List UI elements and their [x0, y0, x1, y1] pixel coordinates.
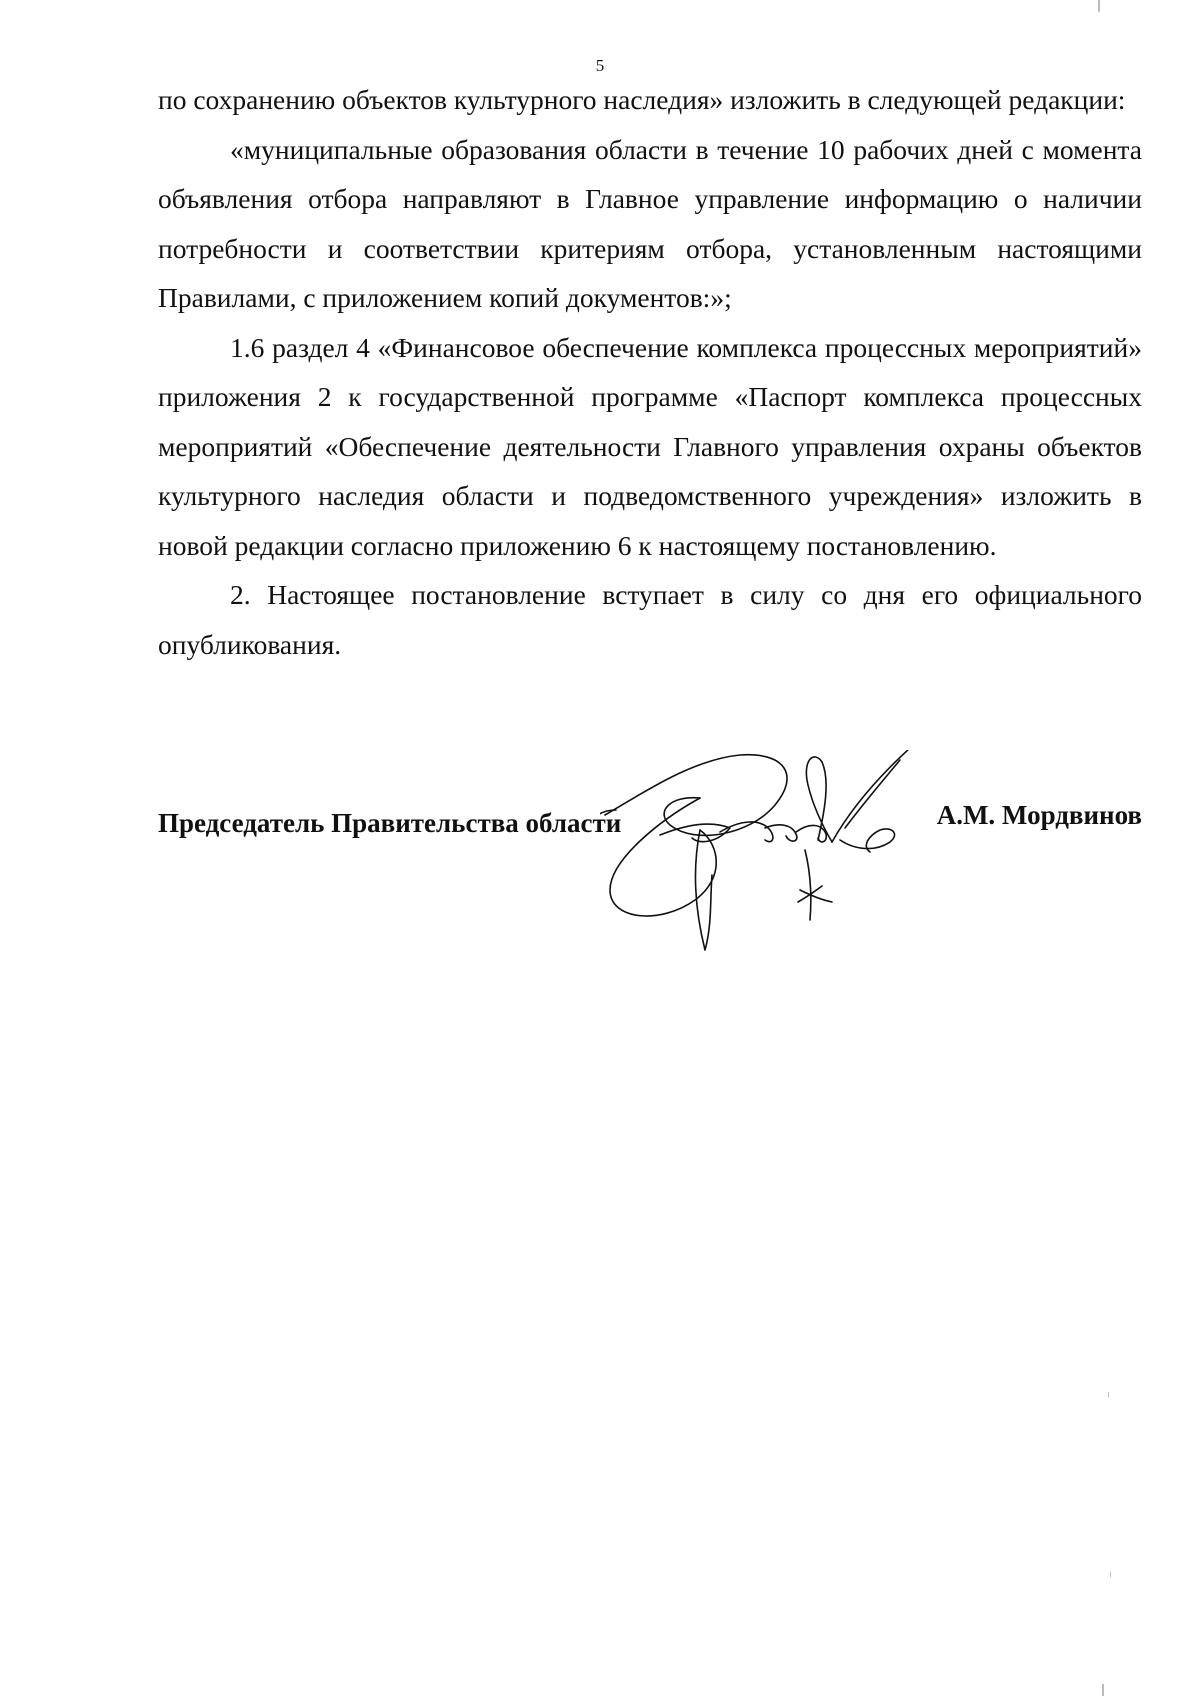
handwritten-signature: [600, 750, 945, 955]
paragraph-item-2: 2. Настоящее постановление вступает в силу со дня его официального опубликования.: [158, 579, 1142, 660]
signatory-position: Председатель Правительства области: [158, 808, 622, 838]
paragraph-continuation: по сохранению объектов культурного наследия» изложить в следующей редакции:: [158, 84, 1126, 115]
page-number: 5: [595, 56, 605, 75]
scan-mark-top-right: [1098, 0, 1100, 12]
paragraph-quote-municipal: «муниципальные образования области в течение 10 рабочих дней с момента объявления отбора направляют в Главное управление информацию о наличии потребности и соответствии критериям отбора, установленным настоящими Правилами, с приложением копий документов:»;: [158, 133, 1142, 313]
scan-mark-right-1: [1108, 1392, 1109, 1397]
paragraph-item-1-6: 1.6 раздел 4 «Финансовое обеспечение комплекса процессных мероприятий» приложения 2 к государственной программе «Паспорт комплекса процессных мероприятий «Обеспечение деятельности Главного управления охраны объектов культурного наследия области и подведомственного учреждения» изложить в новой редакции согласно приложению 6 к настоящему постановлению.: [158, 331, 1142, 561]
signatory-name: А.М. Мордвинов: [936, 800, 1142, 830]
document-body: [158, 75, 1142, 669]
scan-mark-bottom-right: [1102, 1684, 1104, 1696]
scan-mark-right-2: [1110, 1572, 1111, 1577]
